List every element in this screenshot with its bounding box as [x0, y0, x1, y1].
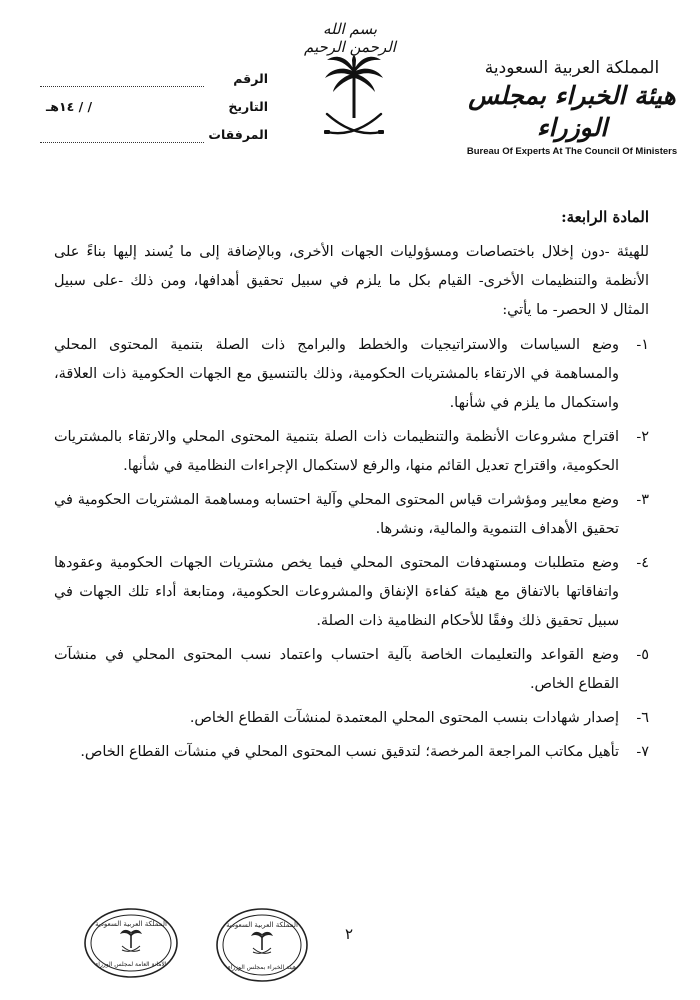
item-number: ٤- — [636, 555, 649, 571]
item-text: إصدار شهادات بنسب المحتوى المحلي المعتمدة لمنشآت القطاع الخاص. — [189, 710, 619, 726]
item-text: وضع القواعد والتعليمات الخاصة بآلية احتساب واعتماد نسب المحتوى المحلي في منشآت القطاع الخاص. — [54, 647, 619, 692]
number-row — [40, 64, 268, 92]
list-item — [54, 331, 649, 418]
item-text: تأهيل مكاتب المراجعة المرخصة؛ لتدقيق نسب المحتوى المحلي في منشآت القطاع الخاص. — [80, 744, 619, 760]
item-number: ١- — [636, 337, 649, 353]
item-number: ٢- — [636, 429, 649, 445]
item-text: اقتراح مشروعات الأنظمة والتنظيمات ذات الصلة بتنمية المحتوى المحلي والارتقاء بالمشتريات الحكومية، واقتراح تعديل القائم منها، والرفع لاستكمال الإجراءات النظامية في شأنها. — [54, 429, 619, 474]
attachments-label: المرفقات — [208, 126, 268, 142]
date-label: التاريخ — [228, 98, 268, 114]
kingdom-name: المملكة العربية السعودية — [484, 58, 660, 78]
letterhead — [458, 58, 686, 157]
item-number: ٧- — [636, 744, 649, 760]
page-number: ٢ — [345, 925, 354, 943]
saudi-emblem-icon — [323, 50, 385, 146]
seal-bottom-text: الأمانة العامة لمجلس الوزراء — [95, 961, 167, 968]
attachments-line — [40, 130, 204, 143]
item-text: وضع متطلبات ومستهدفات المحتوى المحلي فيما يخص مشتريات الجهات الحكومية وعقودها واتفاقاتها بالاتفاق مع هيئة كفاءة الإنفاق والمشروعات الحكومية، ومتابعة أداء تلك الجهات في سبيل تحقيق ذلك وفقًا للأحكام النظامية ذات الصلة. — [54, 555, 619, 629]
list-item — [54, 738, 649, 767]
article-intro: للهيئة -دون إخلال باختصاصات ومسؤوليات الجهات الأخرى، وبالإضافة إلى ما يُسند إليها بناءً على الأنظمة والتنظيمات الأخرى- القيام بكل ما يلزم في سبيل تحقيق أهدافها، ومن ذلك -على سبيل المثال لا الحصر- ما يأتي: — [54, 244, 649, 318]
attachments-row — [40, 120, 268, 148]
item-number: ٣- — [636, 492, 649, 508]
bureau-name-english: Bureau Of Experts At The Council Of Ministers — [466, 146, 678, 157]
number-label: الرقم — [233, 70, 268, 86]
seal-top-text: المملكة العربية السعودية — [95, 920, 167, 928]
article-title: المادة الرابعة: — [561, 208, 649, 226]
list-item — [54, 486, 649, 544]
item-text: وضع السياسات والاستراتيجيات والخطط والبرامج ذات الصلة بتنمية المحتوى المحلي والمساهمة في الارتقاء بالمشتريات الحكومية، وذلك بالتنسيق مع الجهات الحكومية ذات العلاقة، واستكمال ما يلزم في شأنها. — [54, 337, 619, 411]
item-text: وضع معايير ومؤشرات قياس المحتوى المحلي وآلية احتسابه ومساهمة المشتريات الحكومية في تحقيق الأهداف التنموية والمالية، ونشرها. — [54, 492, 619, 537]
date-value: / / ١٤هـ — [46, 98, 93, 114]
seal-bottom-text: هيئة الخبراء بمجلس الوزراء — [227, 964, 297, 971]
item-number: ٥- — [636, 647, 649, 663]
list-item — [54, 423, 649, 481]
list-item — [54, 549, 649, 636]
list-item — [54, 641, 649, 699]
seal-top-text: المملكة العربية السعودية — [226, 921, 298, 929]
bureau-name-arabic: هيئة الخبراء بمجلس الوزراء — [468, 81, 676, 142]
document-body — [54, 203, 649, 772]
number-line — [40, 74, 204, 87]
item-number: ٦- — [636, 710, 649, 726]
date-row — [40, 92, 268, 120]
list-item — [54, 704, 649, 733]
secretariat-seal-icon — [82, 906, 180, 980]
reference-fields — [40, 64, 268, 148]
bismillah-calligraphy: بسم الله الرحمن الرحيم — [304, 20, 396, 56]
bureau-seal-icon — [214, 906, 310, 984]
